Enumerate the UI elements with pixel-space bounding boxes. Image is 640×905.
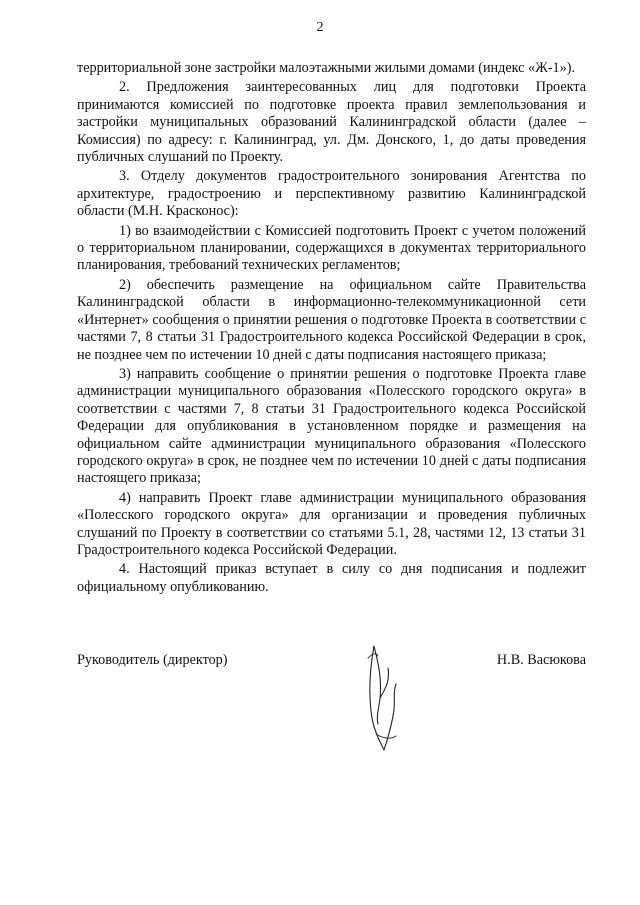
paragraph-subitem-1: 1) во взаимодействии с Комиссией подготовить Проект с учетом положений о территориальном планировании, содержащихся в документах территориального планирования, требований технических регламентов; [77, 222, 586, 274]
paragraph-subitem-3: 3) направить сообщение о принятии решения о подготовке Проекта главе администрации муниципального образования «Полесского городского округа» в соответствии с частями 7, 8 статьи 31 Градостроительного кодекса Российской Федерации для опубликования в установленном порядке и размещения на официальном сайте администрации муниципального образования «Полесского городского округа» в срок, не позднее чем по истечении 10 дней с даты подписания настоящего приказа; [77, 365, 586, 487]
document-body [77, 60, 586, 598]
paragraph-continuation: территориальной зоне застройки малоэтажными жилыми домами (индекс «Ж-1»). [77, 60, 576, 76]
paragraph-item-3: 3. Отделу документов градостроительного зонирования Агентства по архитектуре, градостроению и перспективному развитию Калининградской области (М.Н. Красконос): [77, 168, 586, 220]
signatory-name: Н.В. Васюкова [496, 652, 586, 668]
paragraph-item-4: 4. Настоящий приказ вступает в силу со дня подписания и подлежит официальному опубликованию. [77, 561, 586, 595]
paragraph-subitem-2: 2) обеспечить размещение на официальном сайте Правительства Калининградской области в информационно-телекоммуникационной сети «Интернет» сообщения о принятии решения о подготовке Проекта в соответствии с частями 7, 8 статьи 31 Градостроительного кодекса Российской Федерации в срок, не позднее чем по истечении 10 дней с даты подписания настоящего приказа; [77, 276, 586, 363]
signatory-position: Руководитель (директор) [77, 652, 228, 668]
paragraph-item-2: 2. Предложения заинтересованных лиц для подготовки Проекта принимаются комиссией по подготовке проекта правил землепользования и застройки муниципальных образований Калининградской области (далее – Комиссия) по адресу: г. Калининград, ул. Дм. Донского, 1, до даты проведения публичных слушаний по Проекту. [77, 79, 586, 166]
page-number: 2 [316, 20, 324, 35]
handwritten-signature [360, 638, 406, 756]
paragraph-subitem-4: 4) направить Проект главе администрации муниципального образования «Полесского городского округа» для организации и проведения публичных слушаний по Проекту в соответствии со статьями 5.1, 28, частями 12, 13 статьи 31 Градостроительного кодекса Российской Федерации. [77, 489, 586, 558]
